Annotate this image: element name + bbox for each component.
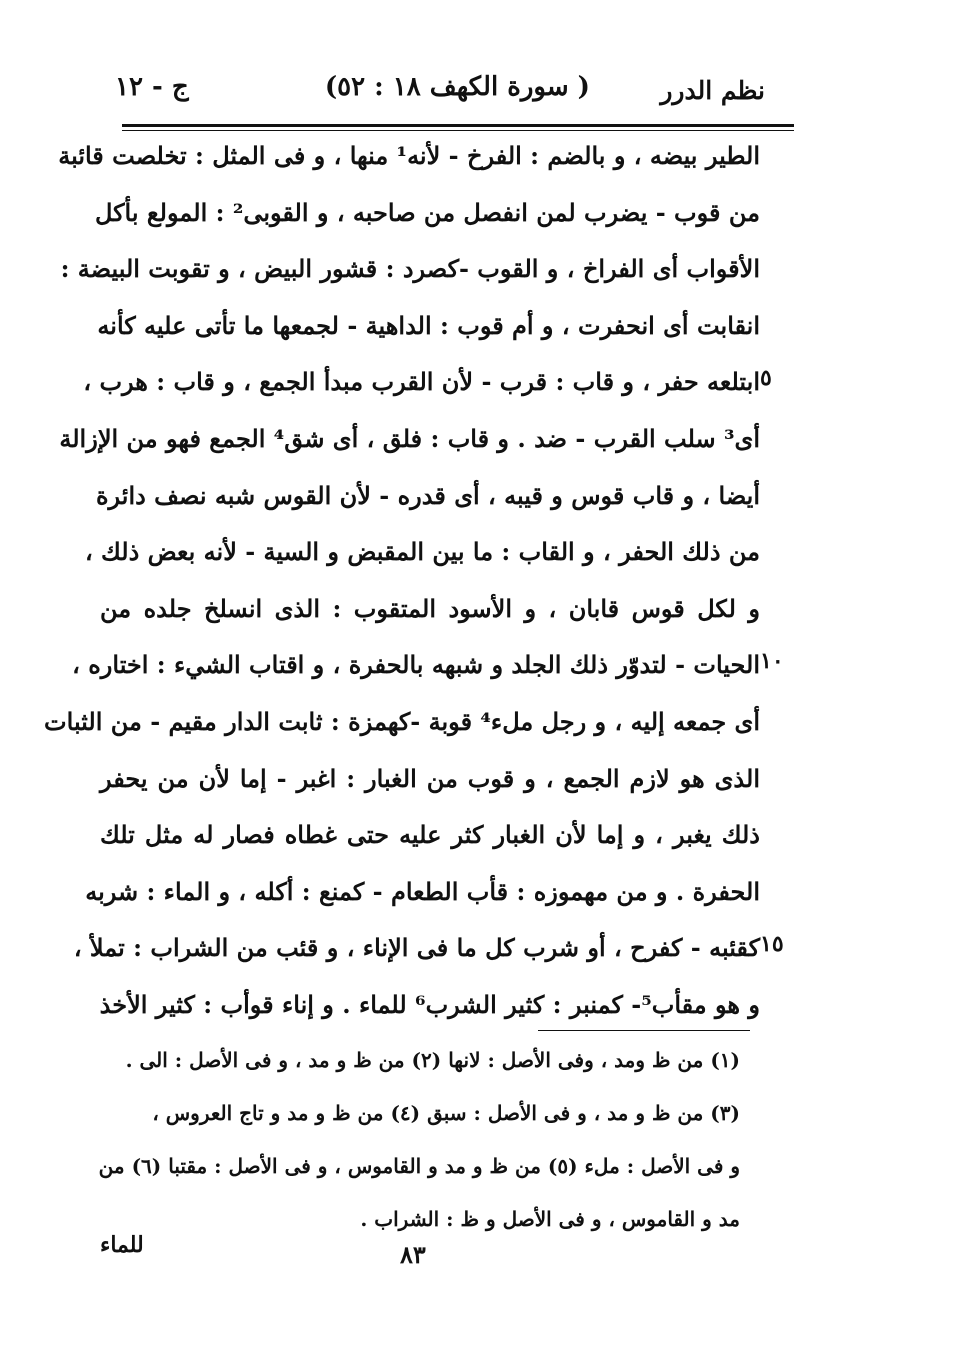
text-line: أيضا ، و قاب قوس و قيبه ، أى قدره - لأن القوس شبه نصف دائرة bbox=[95, 480, 760, 510]
text-line: أى³ سلب القرب - ضد . و قاب : فلق ، أى شق⁴ الجمع فهو من الإزالة bbox=[59, 423, 760, 453]
footnotes bbox=[100, 1034, 740, 1246]
footnote-line: (٣) من ظ و مد ، و فى الأصل : سبق (٤) من ظ و مد و تاج العروس ، bbox=[152, 1101, 740, 1125]
text-line: الطير بيضه ، و بالضم : الفرخ - لأنه¹ منها ، و فى المثل : تخلصت قائبة bbox=[58, 141, 760, 170]
text-line: من ذلك الحفر ، و القاب : ما بين المقبض و السية - لأنه بعض ذلك ، bbox=[84, 537, 760, 567]
line-number-15: ١٥ bbox=[760, 931, 784, 957]
volume-number: ج - ١٢ bbox=[115, 72, 189, 102]
line-number-5: ٥ bbox=[760, 365, 772, 391]
page-number: ٨٣ bbox=[400, 1240, 426, 1269]
text-line: الحفرة . و من مهموزه : قأب الطعام - كمنع : أكله ، و الماء : شربه bbox=[85, 876, 760, 906]
text-line: ذلك يغبر ، و إما لأن الغبار كثر عليه حتى غطاه فصار له مثل تلك bbox=[100, 820, 760, 850]
main-text bbox=[44, 128, 760, 1034]
text-line: الذى هو لازم الجمع ، و قوب من الغبار : اغبر - إما لأن من يحفر bbox=[100, 763, 760, 793]
header-rule bbox=[122, 124, 794, 127]
footnote-rule bbox=[538, 1030, 750, 1031]
text-line: ابتلعه حفر ، و قاب : قرب - لأن القرب مبدأ الجمع ، و قاب : هرب ، bbox=[83, 367, 760, 397]
book-title: نظم الدرر bbox=[660, 76, 765, 105]
page-header bbox=[95, 62, 795, 122]
text-line: أى جمعه إليه ، و رجل ملء⁴ قوبة -كهمزة : ثابت الدار مقيم - من الثبات bbox=[44, 706, 760, 736]
text-line: من قوب - يضرب لمن انفصل من صاحبه ، و القوبى² : المولع بأكل bbox=[94, 197, 760, 227]
footnote-line: (١) من ظ ومد ، وفى الأصل : لانها (٢) من ظ و مد ، و فى الأصل : الى . bbox=[125, 1048, 740, 1072]
text-line: الحيات - لتدوّر ذلك الجلد و شبهه بالحفرة ، و اقتاب الشيء : اختاره ، bbox=[72, 650, 760, 680]
footnote-line: مد و القاموس ، و فى الأصل و ظ : الشراب . bbox=[360, 1207, 740, 1231]
text-line: و هو مقأب⁵- كمنبر : كثير الشرب⁶ للماء . و إناء قوأب : كثير الأخذ bbox=[99, 989, 760, 1019]
catchword: للماء bbox=[100, 1232, 144, 1258]
text-line: انقابت أى انحفرت ، و أم قوب : الداهية - لجمعها ما تأتى عليه كأنه bbox=[97, 310, 760, 340]
surah-reference: ( سورة الكهف ١٨ : ٥٢) bbox=[324, 72, 590, 102]
footnote-line: و فى الأصل : ملء (٥) من ظ و مد و القاموس ، و فى الأصل : مقتبا (٦) من bbox=[98, 1154, 740, 1178]
line-number-10: ١٠ bbox=[760, 648, 784, 674]
text-line: كقئبه - كفرح ، أو شرب كل ما فى الإناء ، و قئب من الشراب : تملأ ، bbox=[73, 933, 760, 963]
text-line: الأقواب أى الفراخ ، و القوب -كصرد : قشور البيض ، و تقوبت البيضة : bbox=[60, 254, 760, 284]
text-line: و لكل قوس قابان ، و الأسود المتقوب : الذى انسلخ جلده من bbox=[100, 593, 760, 623]
